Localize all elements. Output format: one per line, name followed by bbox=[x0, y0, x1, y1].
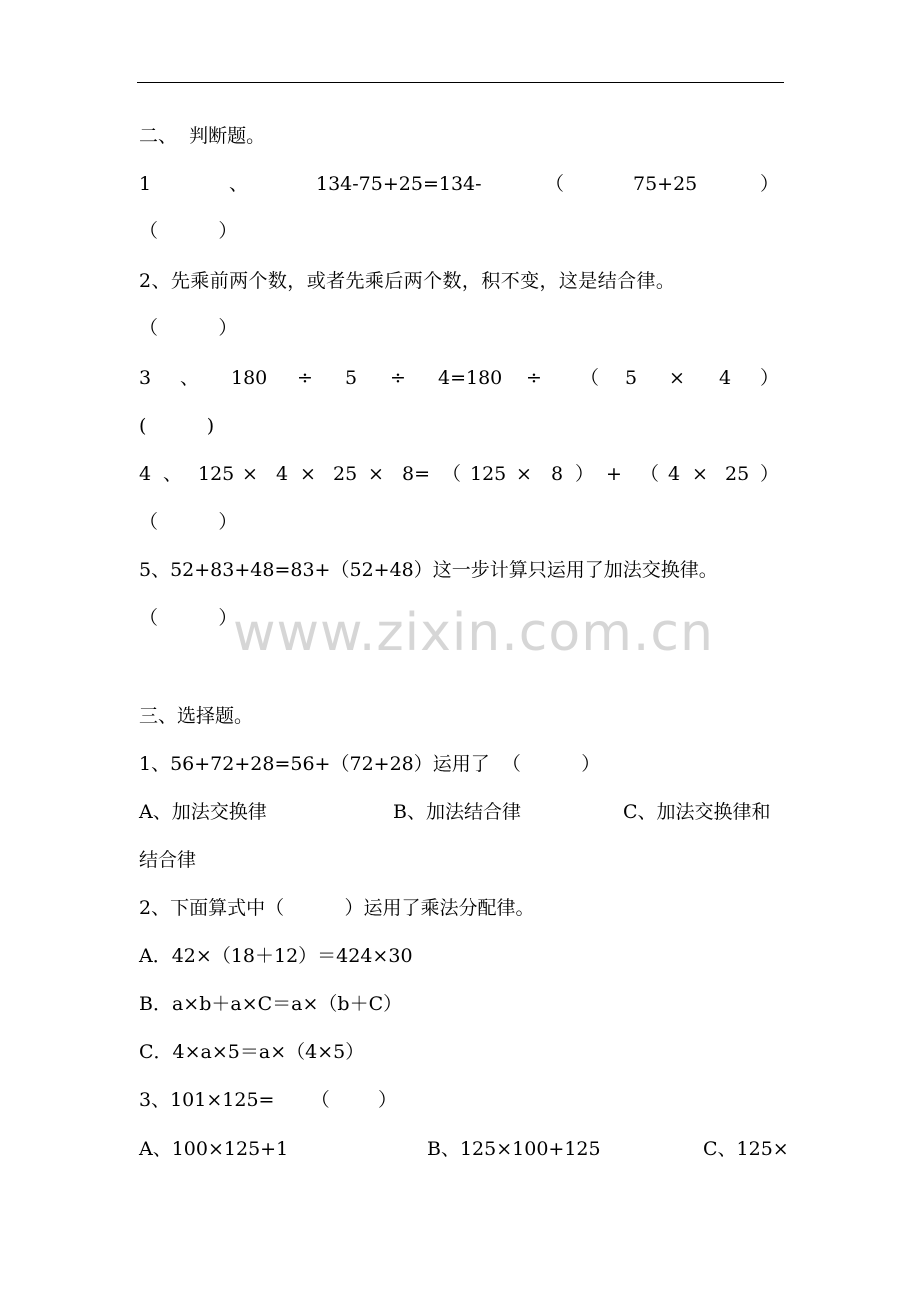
q4-part: × bbox=[300, 463, 316, 485]
q4-part: 、 bbox=[163, 463, 183, 485]
q3-part: 4=180 bbox=[438, 367, 503, 389]
q3-part: ÷ bbox=[297, 367, 313, 389]
q5-text: 5、52+83+48=83+（52+48）这一步计算只运用了加法交换律。 bbox=[139, 559, 718, 581]
q3-answer-blank: ( ) bbox=[139, 415, 215, 437]
s3-q2-option-a: A．42×（18＋12）＝424×30 bbox=[139, 945, 413, 967]
s3-q1-option-c: C、加法交换律和 bbox=[623, 801, 771, 823]
q2-text: 2、先乘前两个数，或者先乘后两个数，积不变，这是结合律。 bbox=[139, 270, 676, 292]
q3-part: 4 bbox=[719, 367, 732, 389]
q3-part: 5 bbox=[625, 367, 638, 389]
q3-part: 3 bbox=[139, 367, 152, 389]
q1-close-paren: ） bbox=[760, 173, 780, 195]
s3-q1-text: 1、56+72+28=56+（72+28）运用了 （ ） bbox=[139, 753, 601, 775]
s3-q3-text: 3、101×125= （ ） bbox=[139, 1089, 398, 1111]
q1-expression: 134-75+25=134- bbox=[316, 173, 482, 195]
q4-part: 25 bbox=[333, 463, 358, 485]
q1-answer-blank: （ ） bbox=[139, 220, 238, 242]
q3-part: ÷ bbox=[526, 367, 542, 389]
q4-part: （ bbox=[442, 463, 462, 485]
q4-part: 8= bbox=[402, 463, 431, 485]
s3-q1-option-b: B、加法结合律 bbox=[393, 801, 521, 823]
q3-part: ） bbox=[760, 367, 780, 389]
q4-part: ） bbox=[575, 463, 595, 485]
q3-part: 、 bbox=[180, 367, 200, 389]
s3-q2-text: 2、下面算式中（ ）运用了乘法分配律。 bbox=[139, 897, 535, 919]
q4-part: × bbox=[516, 463, 532, 485]
section3-title: 三、选择题。 bbox=[139, 705, 254, 727]
s3-q2-option-b: B．a×b＋a×C＝a×（b＋C） bbox=[139, 993, 403, 1015]
q4-part: 4 bbox=[276, 463, 289, 485]
q3-part: × bbox=[669, 367, 685, 389]
q4-part: 125 bbox=[198, 463, 235, 485]
q4-part: + bbox=[606, 463, 622, 485]
s3-q3-option-a: A、100×125+1 bbox=[139, 1138, 289, 1160]
s3-q3-option-b: B、125×100+125 bbox=[427, 1138, 601, 1160]
s3-q1-option-a: A、加法交换律 bbox=[139, 801, 267, 823]
q3-part: ÷ bbox=[390, 367, 406, 389]
q3-part: （ bbox=[580, 367, 600, 389]
q4-part: 4 bbox=[668, 463, 681, 485]
q4-part: 4 bbox=[139, 463, 152, 485]
header-rule bbox=[137, 82, 784, 83]
q4-part: （ bbox=[640, 463, 660, 485]
q1-number: 1 bbox=[139, 173, 152, 195]
section2-title: 二、 判断题。 bbox=[139, 125, 266, 147]
q4-part: 125 bbox=[470, 463, 507, 485]
s3-q3-option-c: C、125× bbox=[703, 1138, 789, 1160]
q4-part: × bbox=[692, 463, 708, 485]
q4-part: 25 bbox=[725, 463, 750, 485]
q3-part: 5 bbox=[345, 367, 358, 389]
q1-inner: 75+25 bbox=[633, 173, 698, 195]
s3-q2-option-c: C．4×a×5＝a×（4×5） bbox=[139, 1041, 365, 1063]
q1-separator: 、 bbox=[229, 173, 249, 195]
q1-open-paren: （ bbox=[545, 173, 565, 195]
q4-part: ） bbox=[760, 463, 780, 485]
s3-q1-option-c-cont: 结合律 bbox=[139, 849, 197, 871]
q5-answer-blank: （ ） bbox=[139, 607, 238, 629]
q4-answer-blank: （ ） bbox=[139, 511, 238, 533]
q3-part: 180 bbox=[231, 367, 268, 389]
q2-answer-blank: （ ） bbox=[139, 317, 238, 339]
q4-part: × bbox=[368, 463, 384, 485]
q4-part: 8 bbox=[551, 463, 564, 485]
q4-part: × bbox=[242, 463, 258, 485]
watermark: www.zixin.com.cn bbox=[233, 603, 714, 663]
